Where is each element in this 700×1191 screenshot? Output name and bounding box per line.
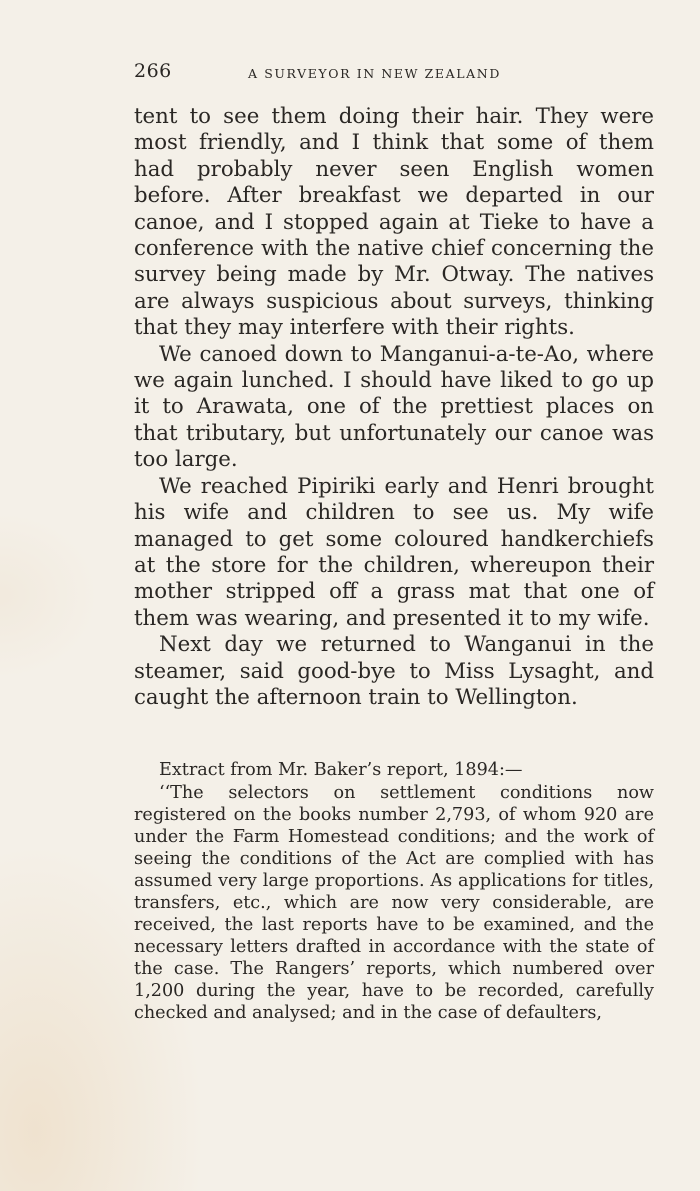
book-title: A SURVEYOR IN NEW ZEALAND (248, 66, 501, 81)
running-head (134, 60, 654, 88)
extract-quote: ‘‘The selectors on settlement conditions now registered on the books number 2,793, of whom 920 are under the Farm Homestead conditions; and the work of seeing the conditions of the Act are complied with has assumed very large proportions. As applications for titles, transfers, etc., which are now very considerable, are received, the last reports have to be examined, and the necessary letters drafted in accordance with the state of the case. The Rangers’ reports, which numbered over 1,200 during the year, have to be recorded, carefully checked and analysed; and in the case of defaulters, (134, 783, 654, 1023)
body-text (134, 104, 654, 711)
page-number: 266 (134, 60, 172, 82)
extract-intro: Extract from Mr. Baker’s report, 1894:— (159, 760, 523, 780)
paragraph: Next day we returned to Wanganui in the steamer, said good-bye to Miss Lysaght, and caught the afternoon train to Wellington. (134, 632, 654, 710)
paragraph: We reached Pipiriki early and Henri brought his wife and children to see us. My wife managed to get some coloured handkerchiefs at the store for the children, whereupon their mother stripped off a grass mat that one of them was wearing, and presented it to my wife. (134, 473, 654, 631)
paragraph: We canoed down to Manganui-a-te-Ao, where we again lunched. I should have liked to go up it to Arawata, one of the prettiest places on that tributary, but unfortunately our canoe was too large. (134, 341, 654, 473)
report-extract (134, 759, 654, 1024)
paragraph: tent to see them doing their hair. They were most friendly, and I think that some of them had probably never seen English women before. After breakfast we departed in our canoe, and I stopped again at Tieke to have a conference with the native chief concerning the survey being made by Mr. Otway. The natives are always suspicious about surveys, thinking that they may interfere with their rights. (134, 104, 654, 341)
